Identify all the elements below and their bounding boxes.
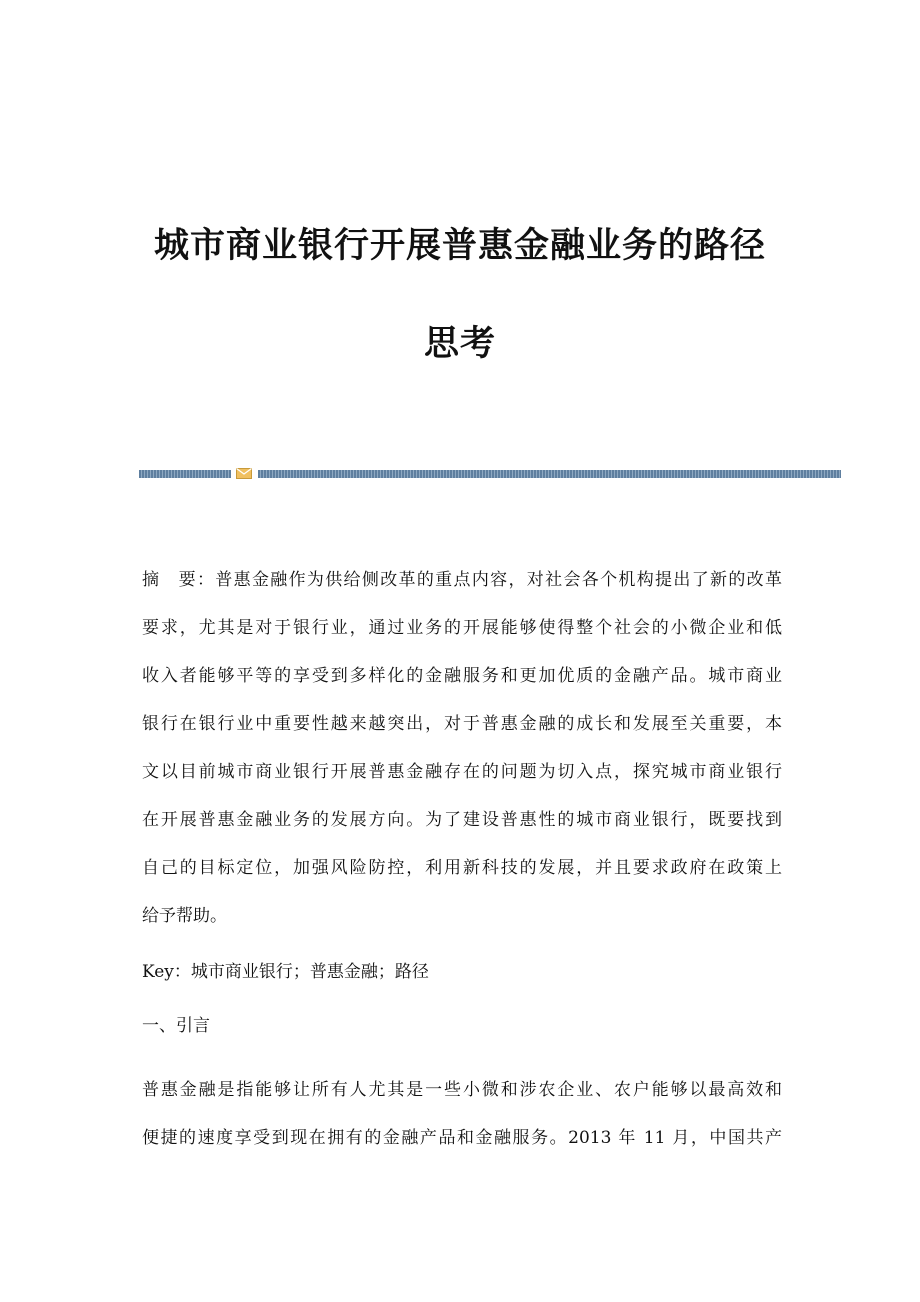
document-title-line-2: 思考: [423, 324, 496, 364]
abstract-line: 要求，尤其是对于银行业，通过业务的开展能够使得整个社会的小微企业和低: [142, 618, 782, 638]
abstract-line: 银行在银行业中重要性越来越突出，对于普惠金融的成长和发展至关重要，本: [142, 714, 782, 734]
section-heading: 一、引言: [142, 1016, 210, 1036]
intro-line: 便捷的速度享受到现在拥有的金融产品和金融服务。2013 年 11 月，中国共产: [142, 1128, 782, 1148]
intro-line: 普惠金融是指能够让所有人尤其是一些小微和涉农企业、农户能够以最高效和: [142, 1080, 782, 1100]
document-title-line-1: 城市商业银行开展普惠金融业务的路径: [153, 226, 766, 266]
abstract-line: 文以目前城市商业银行开展普惠金融存在的问题为切入点，探究城市商业银行: [142, 762, 782, 782]
keywords-line: Key：城市商业银行；普惠金融；路径: [142, 962, 429, 982]
envelope-icon: [236, 468, 252, 479]
abstract-line: 收入者能够平等的享受到多样化的金融服务和更加优质的金融产品。城市商业: [142, 666, 782, 686]
divider-left: [139, 470, 231, 478]
abstract-line: 自己的目标定位，加强风险防控，利用新科技的发展，并且要求政府在政策上: [142, 858, 782, 878]
abstract-line: 在开展普惠金融业务的发展方向。为了建设普惠性的城市商业银行，既要找到: [142, 810, 782, 830]
intro-paragraph: [142, 1066, 782, 1162]
abstract-line: 给予帮助。: [142, 906, 227, 926]
abstract-line: 摘 要：普惠金融作为供给侧改革的重点内容，对社会各个机构提出了新的改革: [142, 570, 782, 590]
divider-right: [258, 470, 841, 478]
abstract-paragraph: [142, 556, 782, 940]
